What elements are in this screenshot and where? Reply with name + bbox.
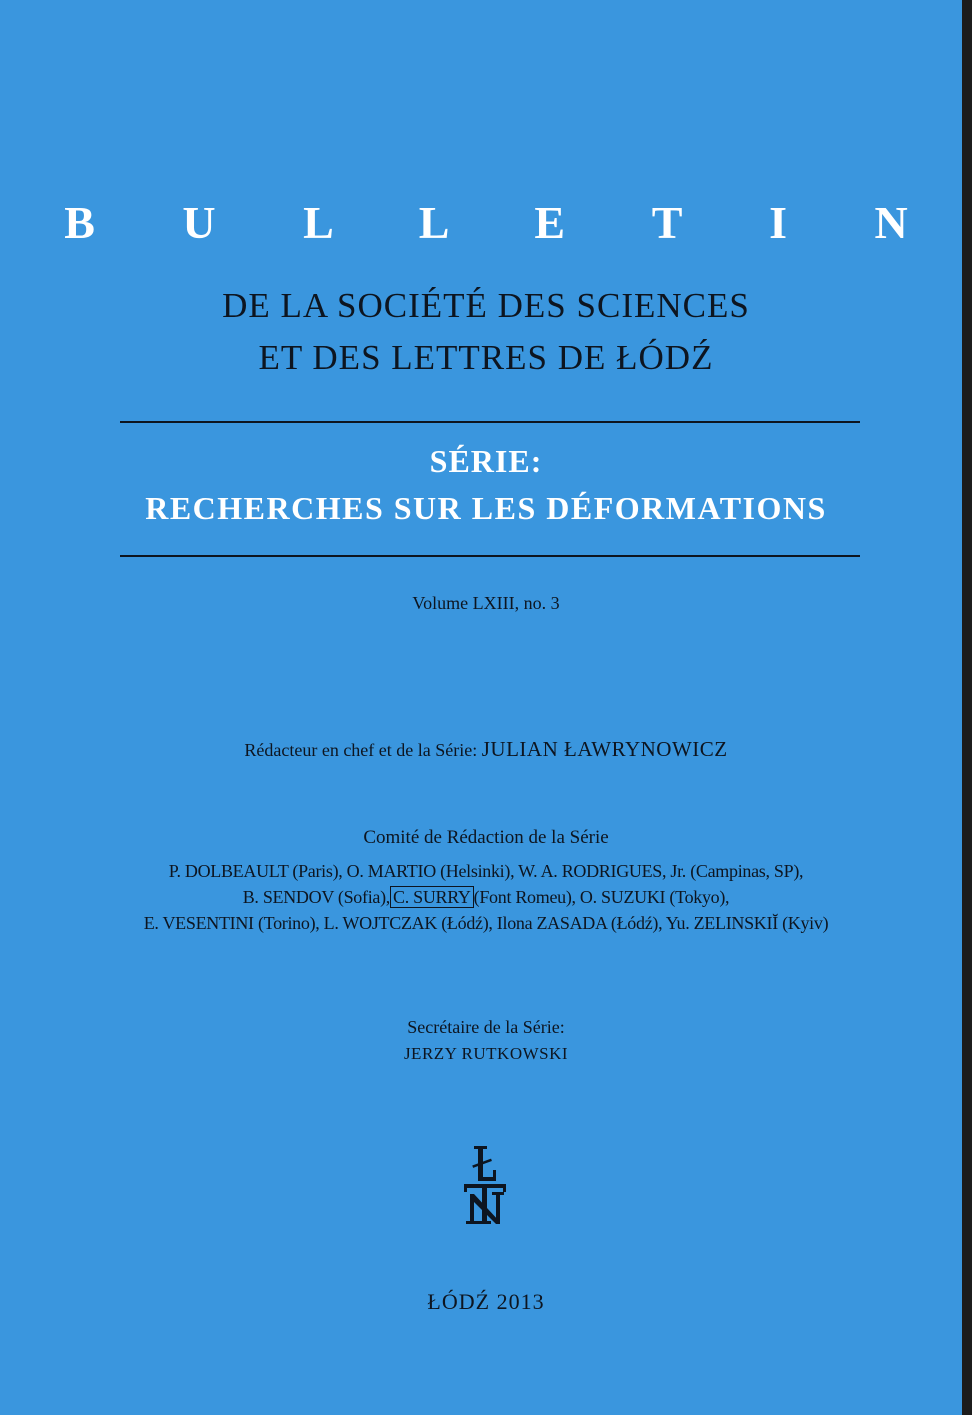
serie-label: SÉRIE: [429, 443, 543, 479]
committee-line-2-start: B. SENDOV (Sofia), [242, 887, 390, 907]
committee-label: Comité de Rédaction de la Série [363, 827, 609, 848]
divider-bottom [120, 555, 860, 557]
committee-line-1: P. DOLBEAULT (Paris), O. MARTIO (Helsinki), W. A. RODRIGUES, Jr. (Campinas, SP), [168, 861, 804, 881]
committee-line-2-end: (Font Romeu), O. SUZUKI (Tokyo), [473, 887, 730, 907]
cover-title: B U L L E T I N [64, 197, 946, 248]
society-name-line-1: DE LA SOCIÉTÉ DES SCIENCES [222, 286, 750, 325]
editor-label: Rédacteur en chef et de la Série: [244, 740, 478, 760]
society-name-line-2: ET DES LETTRES DE ŁÓDŹ [258, 338, 714, 377]
page-edge-shadow [962, 0, 972, 1415]
secretary-name: JERZY RUTKOWSKI [403, 1044, 569, 1063]
committee-line-3: E. VESENTINI (Torino), L. WOJTCZAK (Łódź), Ilona ZASADA (Łódź), Yu. ZELINSKIĬ (Kyiv) [143, 913, 829, 933]
ltn-society-monogram-logo-icon [452, 1142, 516, 1226]
volume-info: Volume LXIII, no. 3 [412, 593, 560, 613]
serie-name: RECHERCHES SUR LES DÉFORMATIONS [145, 490, 827, 526]
editor-name: JULIAN ŁAWRYNOWICZ [481, 737, 728, 761]
editor-line [0, 737, 972, 762]
divider-top [120, 421, 860, 423]
committee-line-2 [0, 887, 972, 908]
place-and-year: ŁÓDŹ 2013 [427, 1289, 545, 1314]
secretary-label: Secrétaire de la Série: [407, 1017, 565, 1037]
boxed-member-name: C. SURRY [390, 886, 474, 908]
